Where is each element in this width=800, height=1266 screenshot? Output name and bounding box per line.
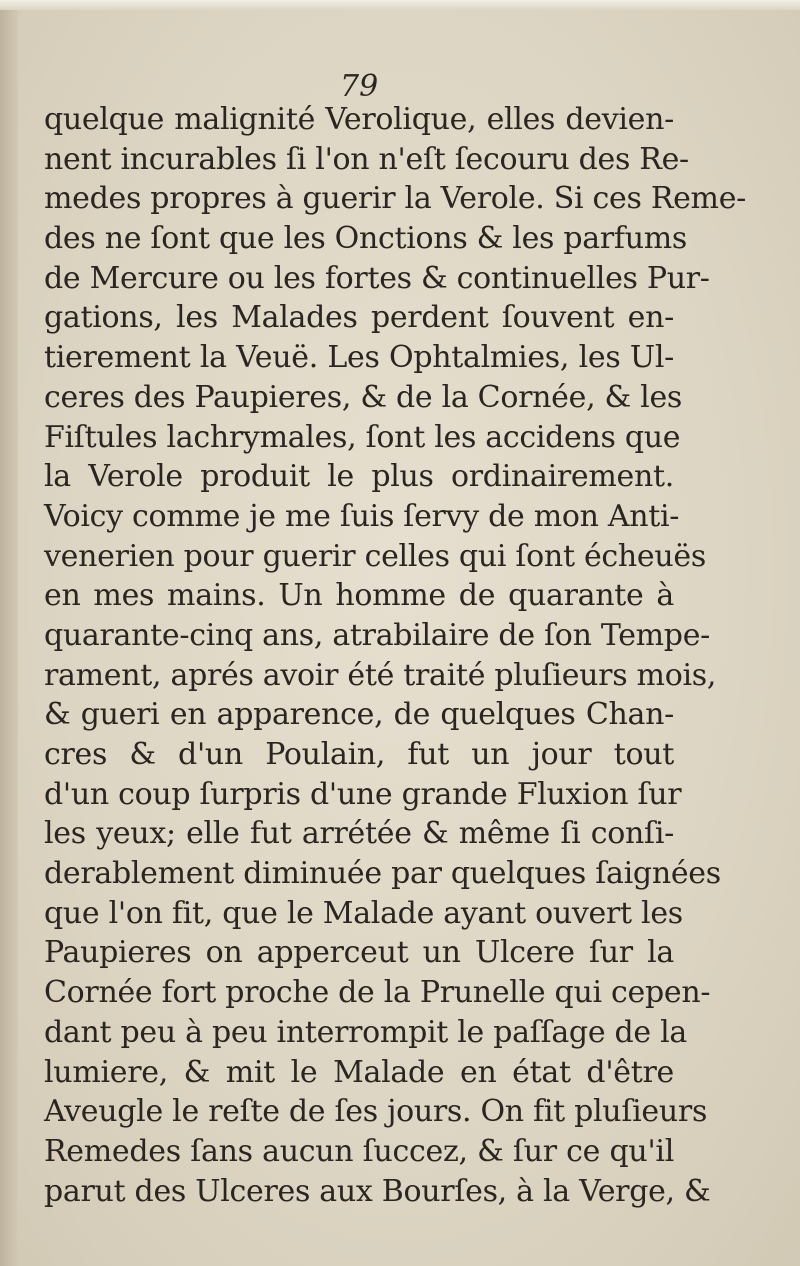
text-line: Paupieres on apperceut un Ulcere ſur la: [44, 935, 674, 971]
text-line: en mes mains. Un homme de quarante à: [44, 578, 674, 614]
text-line: Aveugle le reſte de ſes jours. On fit pluſieurs: [44, 1094, 708, 1130]
text-line: Fiſtules lachrymales, ſont les accidens que: [44, 419, 681, 455]
text-line: des ne ſont que les Onctions & les parfums: [44, 221, 687, 257]
text-line: medes propres à guerir la Verole. Si ces Reme-: [44, 181, 746, 217]
text-line: de Mercure ou les fortes & continuelles Pur-: [44, 260, 710, 296]
text-line: quelque malignité Verolique, elles devien-: [44, 102, 674, 137]
body-text: [44, 100, 746, 1211]
text-line: tierement la Veuë. Les Ophtalmies, les Ul-: [44, 340, 674, 376]
text-line: la Verole produit le plus ordinairement.: [44, 459, 674, 495]
text-line: nent incurables ſi l'on n'eſt ſecouru des Re-: [44, 141, 689, 177]
text-line: d'un coup ſurpris d'une grande Fluxion ſur: [44, 776, 682, 812]
text-line: quarante-cinq ans, atrabilaire de ſon Tempe-: [44, 617, 711, 653]
text-line: dant peu à peu interrompit le paſſage de la: [44, 1014, 687, 1050]
text-line: cres & d'un Poulain, fut un jour tout: [44, 737, 674, 772]
text-line: & gueri en apparence, de quelques Chan-: [44, 697, 674, 733]
text-line: Remedes ſans aucun ſuccez, & ſur ce qu'il: [44, 1133, 674, 1169]
text-line: rament, aprés avoir été traité pluſieurs mois,: [44, 657, 717, 693]
text-line: derablement diminuée par quelques ſaignées: [44, 856, 721, 892]
text-line: lumiere, & mit le Malade en état d'être: [44, 1054, 674, 1090]
text-line: que l'on fit, que le Malade ayant ouvert les: [44, 895, 683, 931]
text-line: Voicy comme je me ſuis ſervy de mon Anti-: [44, 498, 680, 534]
text-line: ceres des Paupieres, & de la Cornée, & les: [44, 379, 683, 415]
text-line: les yeux; elle fut arrétée & même ſi conſi-: [44, 816, 674, 852]
text-line: venerien pour guerir celles qui ſont écheuës: [44, 538, 706, 574]
page-gutter-shadow: [0, 0, 18, 1266]
page-number: 79: [340, 69, 379, 104]
page-top-edge: [0, 0, 800, 10]
text-line: gations, les Malades perdent ſouvent en-: [44, 300, 674, 336]
text-line: parut des Ulceres aux Bourſes, à la Verge, &: [44, 1173, 711, 1209]
text-line: Cornée fort proche de la Prunelle qui cepen-: [44, 975, 711, 1011]
